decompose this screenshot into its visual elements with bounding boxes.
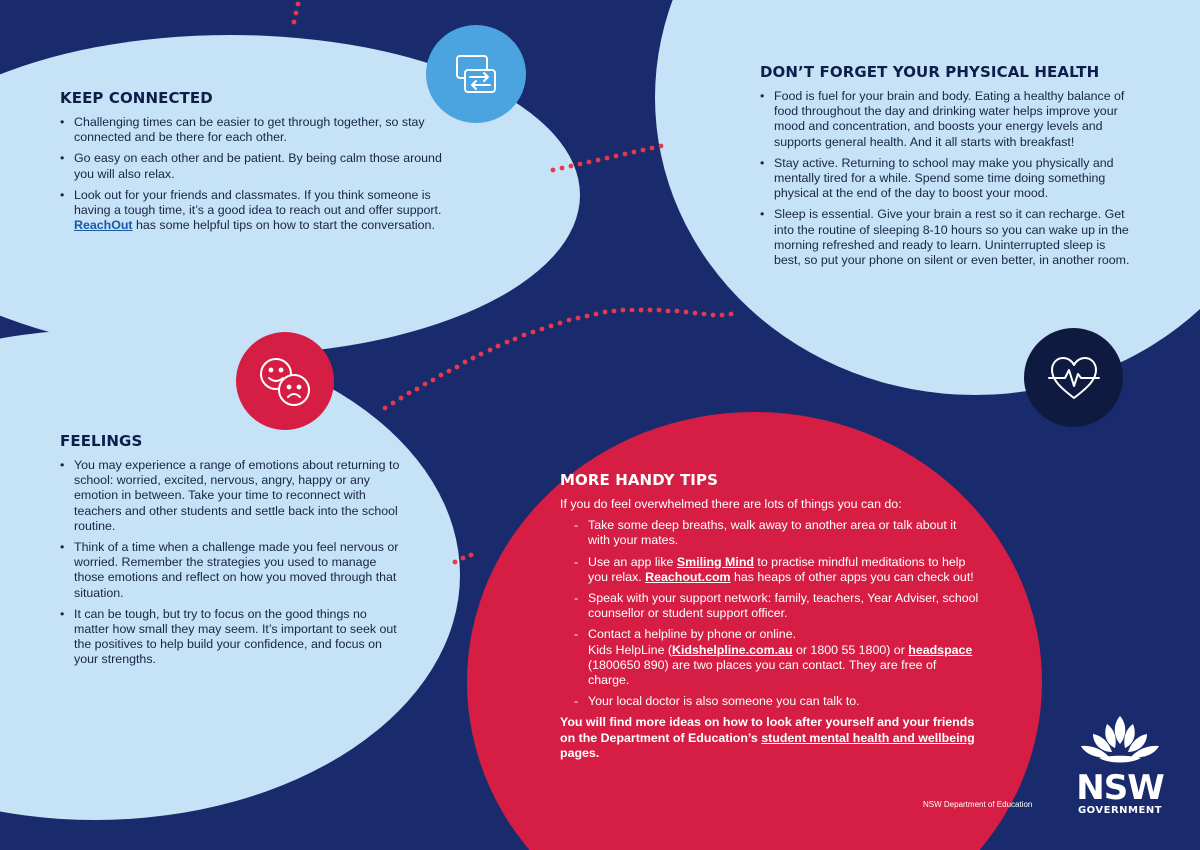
feelings-list [60, 458, 405, 668]
happy-sad-faces-icon [254, 350, 316, 412]
list-item: • Stay active. Returning to school may make you physically and mentally tired for a while. Spend some time doing something physical at the end of the day to boost your mood. [760, 156, 1130, 202]
keep-connected-title: KEEP CONNECTED [60, 89, 213, 107]
list-item: • Think of a time when a challenge made you feel nervous or worried. Remember the strategies you used to manage those emotions and reflect on how you moved through that situation. [60, 540, 405, 601]
waratah-flower-icon [1075, 714, 1165, 766]
handy-tips-intro: If you do feel overwhelmed there are lots of things you can do: [560, 497, 902, 511]
list-item: - Speak with your support network: family, teachers, Year Adviser, school counsellor or student support officer. [560, 591, 980, 621]
list-item: - Take some deep breaths, walk away to another area or talk about it with your mates. [560, 518, 980, 548]
feelings-section [60, 432, 405, 674]
kidshelpline-link[interactable]: Kidshelpline.com.au [672, 642, 793, 657]
reachout-link[interactable]: ReachOut [74, 218, 133, 233]
handy-tips-title: MORE HANDY TIPS [560, 471, 718, 489]
headspace-link[interactable]: headspace [908, 642, 973, 657]
handy-tips-outro: You will find more ideas on how to look after yourself and your friends on the Department of Education’s student mental health and wellbeing pages. [560, 715, 975, 760]
list-item: - Use an app like Smiling Mind to practise mindful meditations to help you relax. Reachout.com has heaps of other apps you can check out! [560, 555, 980, 585]
student-wellbeing-link[interactable]: student mental health and wellbeing [761, 730, 975, 745]
list-item: - Contact a helpline by phone or online. Kids HelpLine (Kidshelpline.com.au or 1800 55 1800) or headspace (1800650 890) are two places you can contact. They are free of charge. [560, 627, 980, 688]
smiling-mind-link[interactable]: Smiling Mind [676, 554, 754, 569]
physical-health-section [760, 63, 1130, 274]
department-credit: NSW Department of Education [923, 800, 1033, 809]
nsw-government-logo [1070, 714, 1170, 816]
physical-health-badge [1024, 328, 1123, 427]
list-item: • It can be tough, but try to focus on the good things no matter how small they may seem. It’s important to seek out the positives to help build your confidence, and focus on your strengths. [60, 607, 405, 668]
list-item: • You may experience a range of emotions about returning to school: worried, excited, nervous, angry, happy or any emotion in between. Take your time to reconnect with teachers and other students and settle back into the school routine. [60, 458, 405, 534]
list-item: • Challenging times can be easier to get through together, so stay connected and be there for each other. [60, 115, 450, 145]
list-item: • Go easy on each other and be patient. By being calm those around you will also relax. [60, 151, 450, 181]
list-item: - Your local doctor is also someone you can talk to. [560, 694, 980, 709]
feelings-badge [236, 332, 334, 430]
heartbeat-icon [1047, 354, 1101, 402]
list-item: • Food is fuel for your brain and body. Eating a healthy balance of food throughout the day and drinking water helps improve your mood and concentration, and boosts your energy levels and supports general health. And it all starts with breakfast! [760, 89, 1130, 150]
keep-connected-list [60, 115, 450, 233]
physical-health-title: DON’T FORGET YOUR PHYSICAL HEALTH [760, 63, 1100, 81]
exchange-arrows-icon [453, 53, 499, 95]
reachout-com-link[interactable]: Reachout.com [645, 569, 731, 584]
keep-connected-section [60, 89, 450, 239]
list-item: • Sleep is essential. Give your brain a rest so it can recharge. Get into the routine of sleeping 8-10 hours so you can wake up in the morning refreshed and ready to learn. Uninterrupted sleep is best, so put your phone on silent or even better, in another room. [760, 207, 1130, 268]
government-wordmark: GOVERNMENT [1077, 805, 1163, 816]
physical-health-list [760, 89, 1130, 268]
handy-tips-list [560, 518, 980, 709]
feelings-title: FEELINGS [60, 432, 143, 450]
list-item: • Look out for your friends and classmates. If you think someone is having a tough time, it’s a good idea to reach out and offer support. ReachOut has some helpful tips on how to start the conversation. [60, 188, 450, 234]
handy-tips-section [560, 471, 980, 761]
nsw-wordmark: NSW [1076, 768, 1164, 808]
